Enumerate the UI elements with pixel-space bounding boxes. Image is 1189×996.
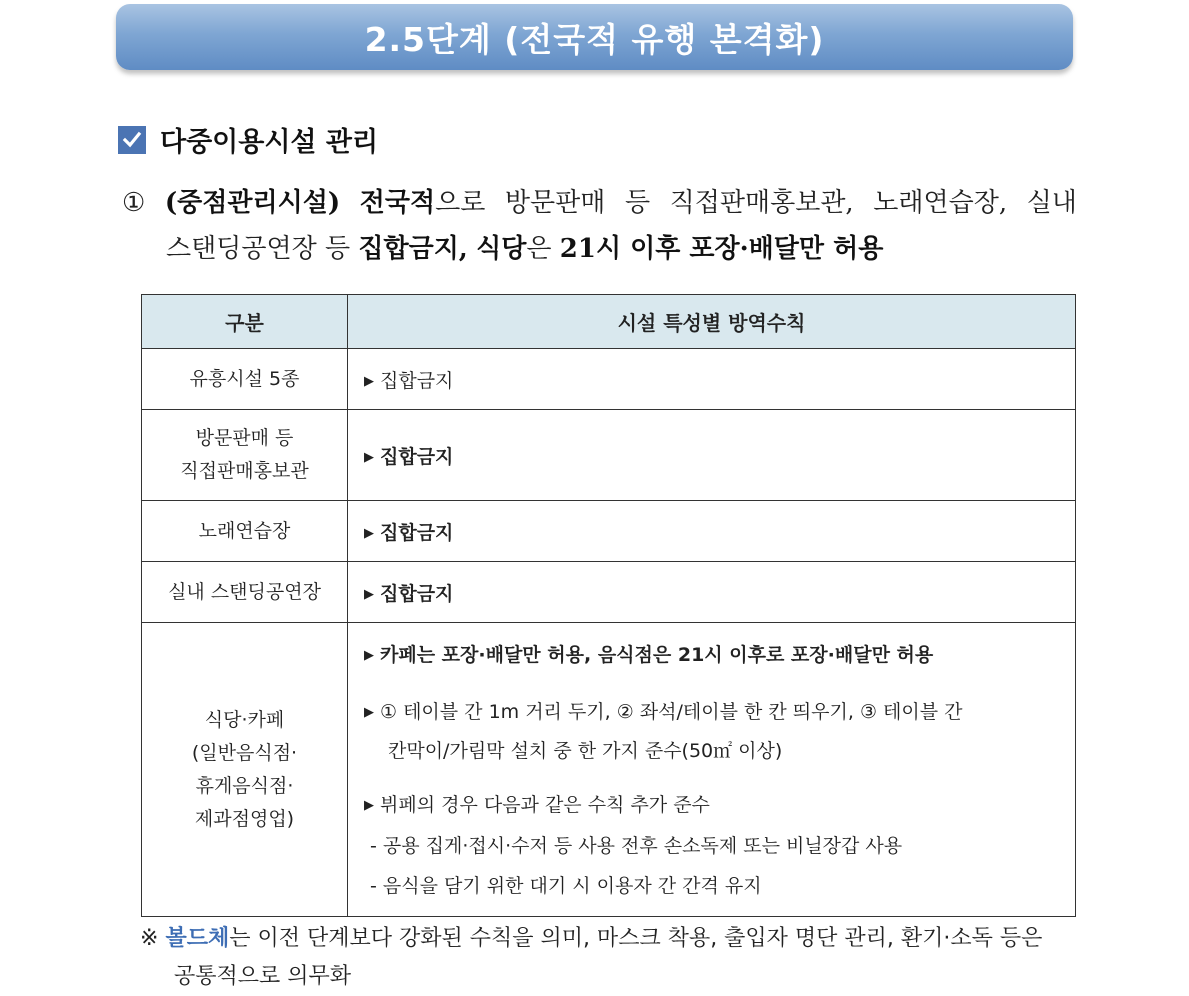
triangle-bullet-icon: ▶ — [364, 798, 374, 813]
item-word: 등 — [624, 188, 651, 218]
item-word: 노래연습장, — [873, 188, 1008, 218]
policy-item-line2: 스탠딩공연장 등 집합금지, 식당은 21시 이후 포장·배달만 허용 — [166, 234, 884, 264]
table-header-row — [142, 295, 1076, 349]
table-row-cafe — [142, 623, 1076, 917]
banner-title: 2.5단계 (전국적 유행 본격화) — [364, 19, 825, 59]
table-row — [142, 562, 1076, 623]
rules-table — [141, 294, 1076, 917]
footnote-line1 — [140, 920, 1078, 958]
header-rules: 시설 특성별 방역수칙 — [348, 295, 1076, 349]
footnote — [140, 920, 1078, 996]
rule-cell — [348, 562, 1076, 623]
table-row — [142, 501, 1076, 562]
item-word: 방문판매 — [504, 188, 606, 218]
item-word: 직접판매홍보관, — [669, 188, 854, 218]
rule-cell — [348, 349, 1076, 410]
category-cell: 실내 스탠딩공연장 — [142, 562, 348, 623]
cafe-rule-3: ▶ 뷔페의 경우 다음과 같은 수칙 추가 준수 — [364, 794, 710, 816]
table-row — [142, 349, 1076, 410]
cafe-subrule-1: - 공용 집게·접시·수저 등 사용 전후 손소독제 또는 비닐장갑 사용 — [370, 835, 903, 857]
policy-item-line1 — [122, 180, 1077, 226]
category-cell: 노래연습장 — [142, 501, 348, 562]
triangle-bullet-icon: ▶ — [364, 705, 374, 720]
triangle-bullet-icon: ▶ — [364, 449, 374, 465]
policy-item — [122, 180, 1077, 272]
rule-cell — [348, 501, 1076, 562]
cafe-rule-2: ▶ ① 테이블 간 1m 거리 두기, ② 좌석/테이블 한 칸 띄우기, ③ 테이블 간 — [364, 701, 963, 723]
stage-banner — [116, 4, 1073, 70]
category-cell: 유흥시설 5종 — [142, 349, 348, 410]
category-cell: 방문판매 등 직접판매홍보관 — [142, 410, 348, 501]
header-category: 구분 — [142, 295, 348, 349]
triangle-bullet-icon: ▶ — [364, 525, 374, 541]
item-word: 실내 — [1026, 188, 1077, 218]
triangle-bullet-icon: ▶ — [364, 648, 374, 663]
cafe-rule-1: ▶ 카페는 포장·배달만 허용, 음식점은 21시 이후로 포장·배달만 허용 — [364, 644, 934, 666]
reference-mark: ※ — [140, 926, 159, 951]
checkbox-icon — [118, 126, 146, 154]
category-cell: 식당·카페 (일반음식점· 휴게음식점· 제과점영업) — [142, 623, 348, 917]
footnote-line2: 공통적으로 의무화 — [174, 964, 352, 989]
item-word: (중점관리시설) — [164, 188, 341, 218]
section-title: 다중이용시설 관리 — [160, 127, 379, 158]
footnote-accent: 볼드체 — [165, 926, 230, 951]
cafe-rule-2-cont: 칸막이/가림막 설치 중 한 가지 준수(50㎡ 이상) — [388, 740, 783, 762]
cafe-subrule-2: - 음식을 담기 위한 대기 시 이용자 간 간격 유지 — [370, 875, 762, 897]
table-row — [142, 410, 1076, 501]
footnote-text: 는 이전 단계보다 강화된 수칙을 의미, 마스크 착용, 출입자 명단 관리, 환기·소독 등은 — [229, 926, 1043, 951]
triangle-bullet-icon: ▶ — [364, 373, 374, 389]
rule-text: 집합금지 — [380, 582, 454, 605]
rule-cell — [348, 410, 1076, 501]
item-marker: ① — [122, 188, 146, 218]
triangle-bullet-icon: ▶ — [364, 586, 374, 602]
section-heading — [118, 120, 378, 159]
rule-text: 집합금지 — [380, 521, 454, 544]
item-word: 전국적으로 — [359, 188, 486, 218]
rule-cell — [348, 623, 1076, 917]
rule-text: 집합금지 — [380, 369, 454, 392]
rule-text: 집합금지 — [380, 445, 454, 468]
